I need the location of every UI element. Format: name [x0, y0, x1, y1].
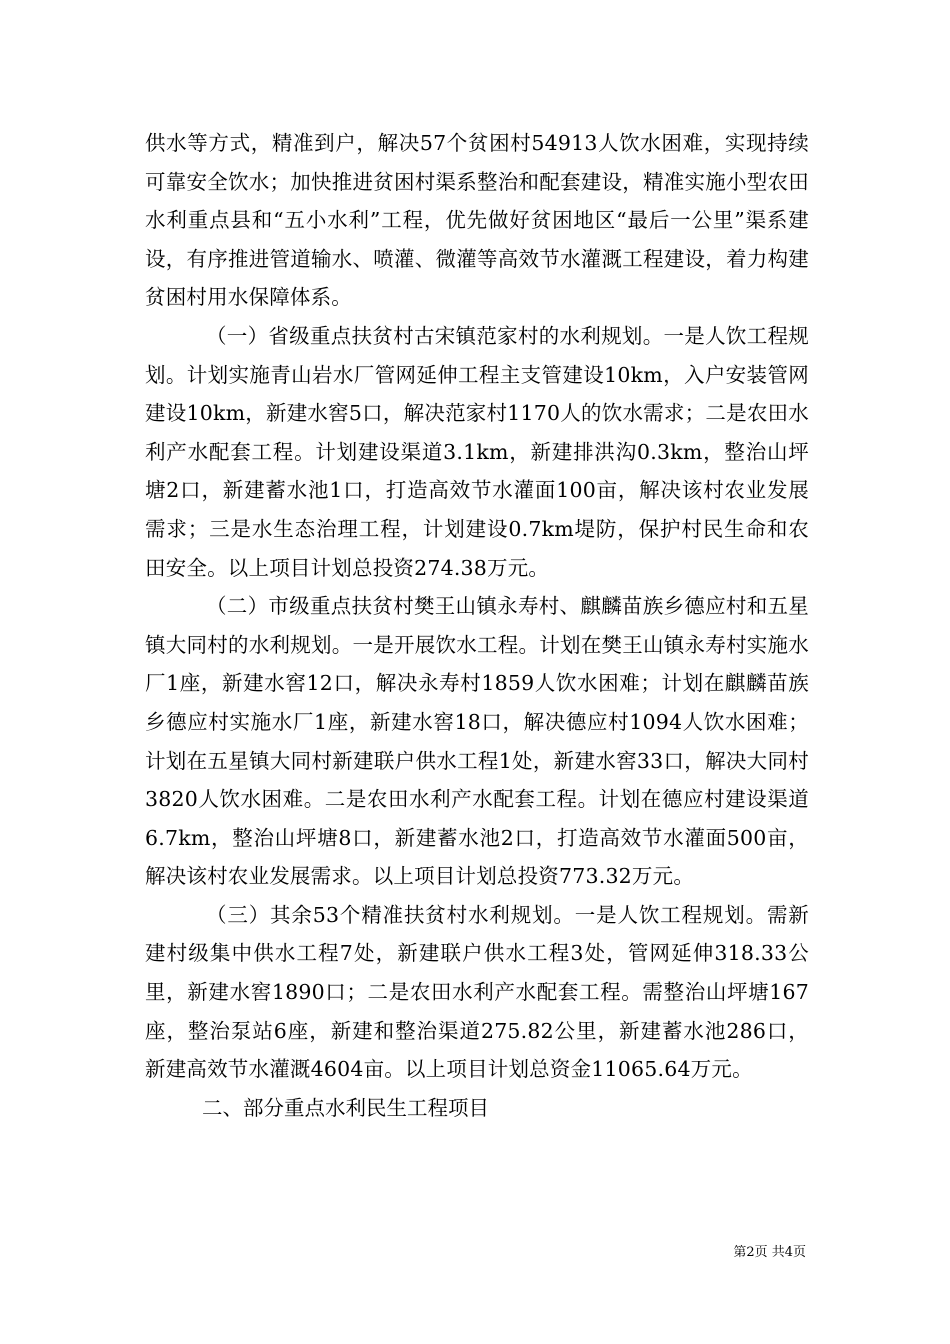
paragraph-remaining-villages: （三）其余53个精准扶贫村水利规划。一是人饮工程规划。需新建村级集中供水工程7处，新建联户供水工程3处，管网延伸318.33公里，新建水窖1890口；二是农田水利产水配套工程。需整治山坪塘167座，整治泵站6座，新建和整治渠道275.82公里，新建蓄水池286口，新建高效节水灌溉4604亩。以上项目计划总资金11065.64万元。 [145, 902, 809, 1082]
page-number-footer: 第2页 共4页 [733, 1245, 806, 1260]
paragraph-provincial-village: （一）省级重点扶贫村古宋镇范家村的水利规划。一是人饮工程规划。计划实施青山岩水厂管网延伸工程主支管建设10km，入户安装管网建设10km，新建水窖5口，解决范家村1170人的饮水需求；二是农田水利产水配套工程。计划建设渠道3.1km，新建排洪沟0.3km，整治山坪塘2口，新建蓄水池1口，打造高效节水灌面100亩，解决该村农业发展需求；三是水生态治理工程，计划建设0.7km堤防，保护村民生命和农田安全。以上项目计划总投资274.38万元。 [145, 323, 809, 580]
document-body [145, 124, 809, 1127]
paragraph-municipal-villages: （二）市级重点扶贫村樊王山镇永寿村、麒麟苗族乡德应村和五星镇大同村的水利规划。一是开展饮水工程。计划在樊王山镇永寿村实施水厂1座，新建水窖12口，解决永寿村1859人饮水困难；计划在麒麟苗族乡德应村实施水厂1座，新建水窖18口，解决德应村1094人饮水困难；计划在五星镇大同村新建联户供水工程1处，新建水窖33口，解决大同村3820人饮水困难。二是农田水利产水配套工程。计划在德应村建设渠道6.7km，整治山坪塘8口，新建蓄水池2口，打造高效节水灌面500亩，解决该村农业发展需求。以上项目计划总投资773.32万元。 [145, 594, 809, 889]
section-heading: 二、部分重点水利民生工程项目 [202, 1095, 489, 1120]
paragraph-continuation: 供水等方式，精准到户，解决57个贫困村54913人饮水困难，实现持续可靠安全饮水；加快推进贫困村渠系整治和配套建设，精准实施小型农田水利重点县和“五小水利”工程，优先做好贫困地区“最后一公里”渠系建设，有序推进管道输水、喷灌、微灌等高效节水灌溉工程建设，着力构建贫困村用水保障体系。 [145, 131, 809, 310]
